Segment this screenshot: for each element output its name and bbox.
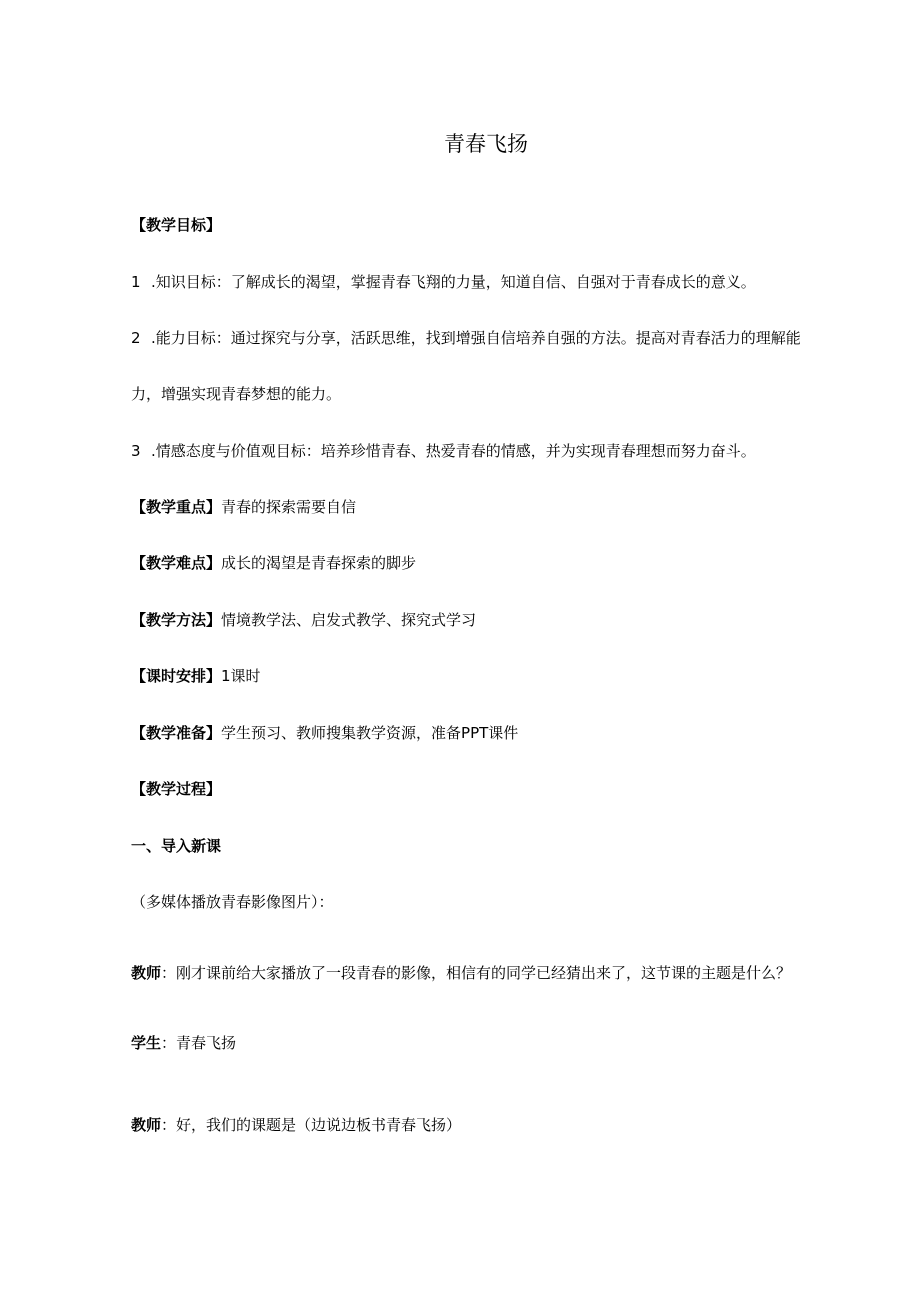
schedule-value: 1课时 (221, 667, 261, 685)
objective-number: 1 (131, 273, 141, 291)
speaker-label: 教师 (131, 964, 162, 982)
method-row (131, 609, 476, 631)
objective-text: .知识目标：了解成长的渴望，掌握青春飞翔的力量，知道自信、自强对于青春成长的意义。 (151, 273, 756, 291)
dialogue-line-student-1 (131, 1032, 236, 1054)
difficulty-label: 【教学难点】 (131, 554, 222, 572)
objective-item-2-continuation: 力，增强实现青春梦想的能力。 (131, 385, 342, 403)
objective-text: .情感态度与价值观目标：培养珍惜青春、热爱青春的情感，并为实现青春理想而努力奋斗。 (151, 442, 756, 460)
dialogue-text: 青春飞扬 (176, 1034, 237, 1052)
speaker-colon: ： (161, 964, 177, 982)
preparation-row (131, 722, 518, 744)
method-label: 【教学方法】 (131, 611, 222, 629)
objectives-heading: 【教学目标】 (131, 216, 222, 234)
preparation-value: 学生预习、教师搜集教学资源，准备PPT课件 (221, 724, 519, 742)
objective-number: 3 (131, 442, 141, 460)
key-point-value: 青春的探索需要自信 (221, 498, 357, 516)
preparation-label: 【教学准备】 (131, 724, 222, 742)
method-value: 情境教学法、启发式教学、探究式学习 (221, 611, 477, 629)
speaker-colon: ： (161, 1034, 177, 1052)
objective-number: 2 (131, 329, 141, 347)
speaker-colon: ： (161, 1116, 177, 1134)
media-note: （多媒体播放青春影像图片）： (131, 893, 334, 911)
schedule-label: 【课时安排】 (131, 667, 222, 685)
dialogue-line-teacher-2 (131, 1114, 461, 1136)
objective-item-2 (131, 327, 801, 349)
key-point-row (131, 496, 356, 518)
objective-text: .能力目标：通过探究与分享，活跃思维，找到增强自信培养自强的方法。提高对青春活力的理解能 (151, 329, 801, 347)
objective-item-1 (131, 271, 756, 293)
dialogue-text: 刚才课前给大家播放了一段青春的影像，相信有的同学已经猜出来了，这节课的主题是什么？ (176, 964, 792, 982)
document-title: 青春飞扬 (444, 132, 528, 156)
speaker-label: 学生 (131, 1034, 162, 1052)
section-heading: 一、导入新课 (131, 837, 222, 855)
difficulty-row (131, 552, 416, 574)
process-heading: 【教学过程】 (131, 780, 222, 798)
difficulty-value: 成长的渴望是青春探索的脚步 (221, 554, 417, 572)
objective-item-3 (131, 440, 756, 462)
speaker-label: 教师 (131, 1116, 162, 1134)
dialogue-text: 好，我们的课题是（边说边板书青春飞扬） (176, 1116, 462, 1134)
dialogue-line-teacher-1 (131, 962, 791, 984)
key-point-label: 【教学重点】 (131, 498, 222, 516)
schedule-row (131, 665, 261, 687)
